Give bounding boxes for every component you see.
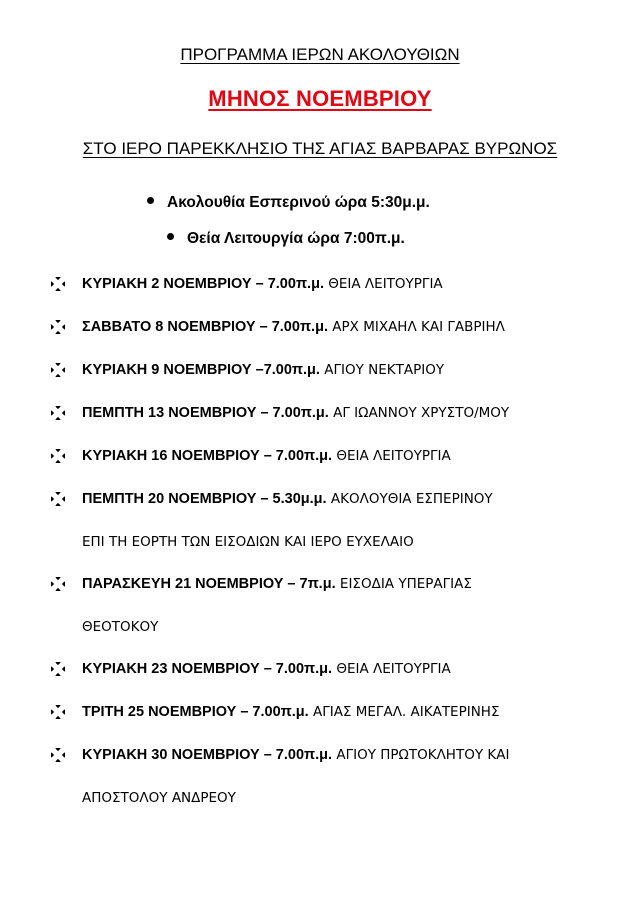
service-description-continuation: ΕΠΙ ΤΗ ΕΟΡΤΗ ΤΩΝ ΕΙΣΟΔΙΩΝ ΚΑΙ ΙΕΡΟ ΕΥΧΕΛΑΙΟ <box>82 534 414 550</box>
service-date-time: ΤΡΙΤΗ 25 ΝΟΕΜΒΡΙΟΥ – 7.00π.μ. <box>82 704 309 720</box>
service-description: ΘΕΙΑ ΛΕΙΤΟΥΡΓΙΑ <box>323 276 443 292</box>
service-description: ΑΓ ΙΩΑΝΝΟΥ ΧΡΥΣΤΟ/ΜΟΥ <box>328 405 510 421</box>
diamond-bullet-icon <box>51 492 65 506</box>
bullet-icon <box>167 233 174 240</box>
service-description: ΑΓΙΟΥ ΠΡΩΤΟΚΛΗΤΟΥ ΚΑΙ <box>332 747 510 763</box>
service-line <box>82 275 443 293</box>
service-date-time: ΚΥΡΙΑΚΗ 9 ΝΟΕΜΒΡΙΟΥ –7.00π.μ. <box>82 362 320 378</box>
vespers-time-item <box>147 194 430 212</box>
service-description: ΑΓΙΑΣ ΜΕΓΑΛ. ΑΙΚΑΤΕΡΙΝΗΣ <box>308 704 500 720</box>
service-description: ΘΕΙΑ ΛΕΙΤΟΥΡΓΙΑ <box>332 448 451 464</box>
diamond-bullet-icon <box>51 748 65 762</box>
service-description: ΑΓΙΟΥ ΝΕΚΤΑΡΙΟΥ <box>319 362 445 378</box>
diamond-bullet-icon <box>51 320 65 334</box>
service-date-time: ΚΥΡΙΑΚΗ 23 ΝΟΕΜΒΡΙΟΥ – 7.00π.μ. <box>82 661 333 677</box>
service-date-time: ΠΕΜΠΤΗ 20 ΝΟΕΜΒΡΙΟΥ – 5.30μ.μ. <box>82 491 327 507</box>
service-description: ΕΙΣΟΔΙΑ ΥΠΕΡΑΓΙΑΣ <box>335 576 472 592</box>
diamond-bullet-icon <box>51 363 65 377</box>
service-date-time: ΚΥΡΙΑΚΗ 2 ΝΟΕΜΒΡΙΟΥ – 7.00π.μ. <box>82 276 324 292</box>
bullet-icon <box>147 197 154 204</box>
liturgy-time-item <box>167 230 405 248</box>
service-line <box>82 404 509 422</box>
diamond-bullet-icon <box>51 577 65 591</box>
service-date-time: ΣΑΒΒΑΤΟ 8 ΝΟΕΜΒΡΙΟΥ – 7.00π.μ. <box>82 319 328 335</box>
diamond-bullet-icon <box>51 662 65 676</box>
service-line <box>82 575 472 593</box>
service-line <box>82 318 505 336</box>
document-title: ΠΡΟΓΡΑΜΜΑ ΙΕΡΩΝ ΑΚΟΛΟΥΘΙΩΝ <box>180 45 460 64</box>
vespers-time-text: Ακολουθία Εσπερινού ώρα 5:30μ.μ. <box>167 194 430 211</box>
service-date-time: ΠΑΡΑΣΚΕΥΗ 21 ΝΟΕΜΒΡΙΟΥ – 7π.μ. <box>82 576 336 592</box>
service-line <box>82 361 444 379</box>
diamond-bullet-icon <box>51 277 65 291</box>
location-heading: ΣΤΟ ΙΕΡΟ ΠΑΡΕΚΚΛΗΣΙΟ ΤΗΣ ΑΓΙΑΣ ΒΑΡΒΑΡΑΣ ΒΥΡΩΝΟΣ <box>82 139 558 158</box>
diamond-bullet-icon <box>51 449 65 463</box>
service-description-continuation: ΘΕΟΤΟΚΟΥ <box>82 619 159 635</box>
service-description: ΑΡΧ ΜΙΧΑΗΛ ΚΑΙ ΓΑΒΡΙΗΛ <box>327 319 505 335</box>
service-description: ΘΕΙΑ ΛΕΙΤΟΥΡΓΙΑ <box>332 661 451 677</box>
diamond-bullet-icon <box>51 406 65 420</box>
service-line <box>82 746 509 764</box>
service-date-time: ΠΕΜΠΤΗ 13 ΝΟΕΜΒΡΙΟΥ – 7.00π.μ. <box>82 405 329 421</box>
service-date-time: ΚΥΡΙΑΚΗ 16 ΝΟΕΜΒΡΙΟΥ – 7.00π.μ. <box>82 448 333 464</box>
service-description-continuation: ΑΠΟΣΤΟΛΟΥ ΑΝΔΡΕΟΥ <box>82 790 236 806</box>
service-line <box>82 447 451 465</box>
service-line <box>82 490 493 508</box>
liturgy-time-text: Θεία Λειτουργία ώρα 7:00π.μ. <box>187 230 405 247</box>
service-description: ΑΚΟΛΟΥΘΙΑ ΕΣΠΕΡΙΝΟΥ <box>326 491 493 507</box>
service-line <box>82 703 500 721</box>
service-date-time: ΚΥΡΙΑΚΗ 30 ΝΟΕΜΒΡΙΟΥ – 7.00π.μ. <box>82 747 333 763</box>
diamond-bullet-icon <box>51 705 65 719</box>
service-line <box>82 660 451 678</box>
month-heading: ΜΗΝΟΣ ΝΟΕΜΒΡΙΟΥ <box>208 86 432 111</box>
